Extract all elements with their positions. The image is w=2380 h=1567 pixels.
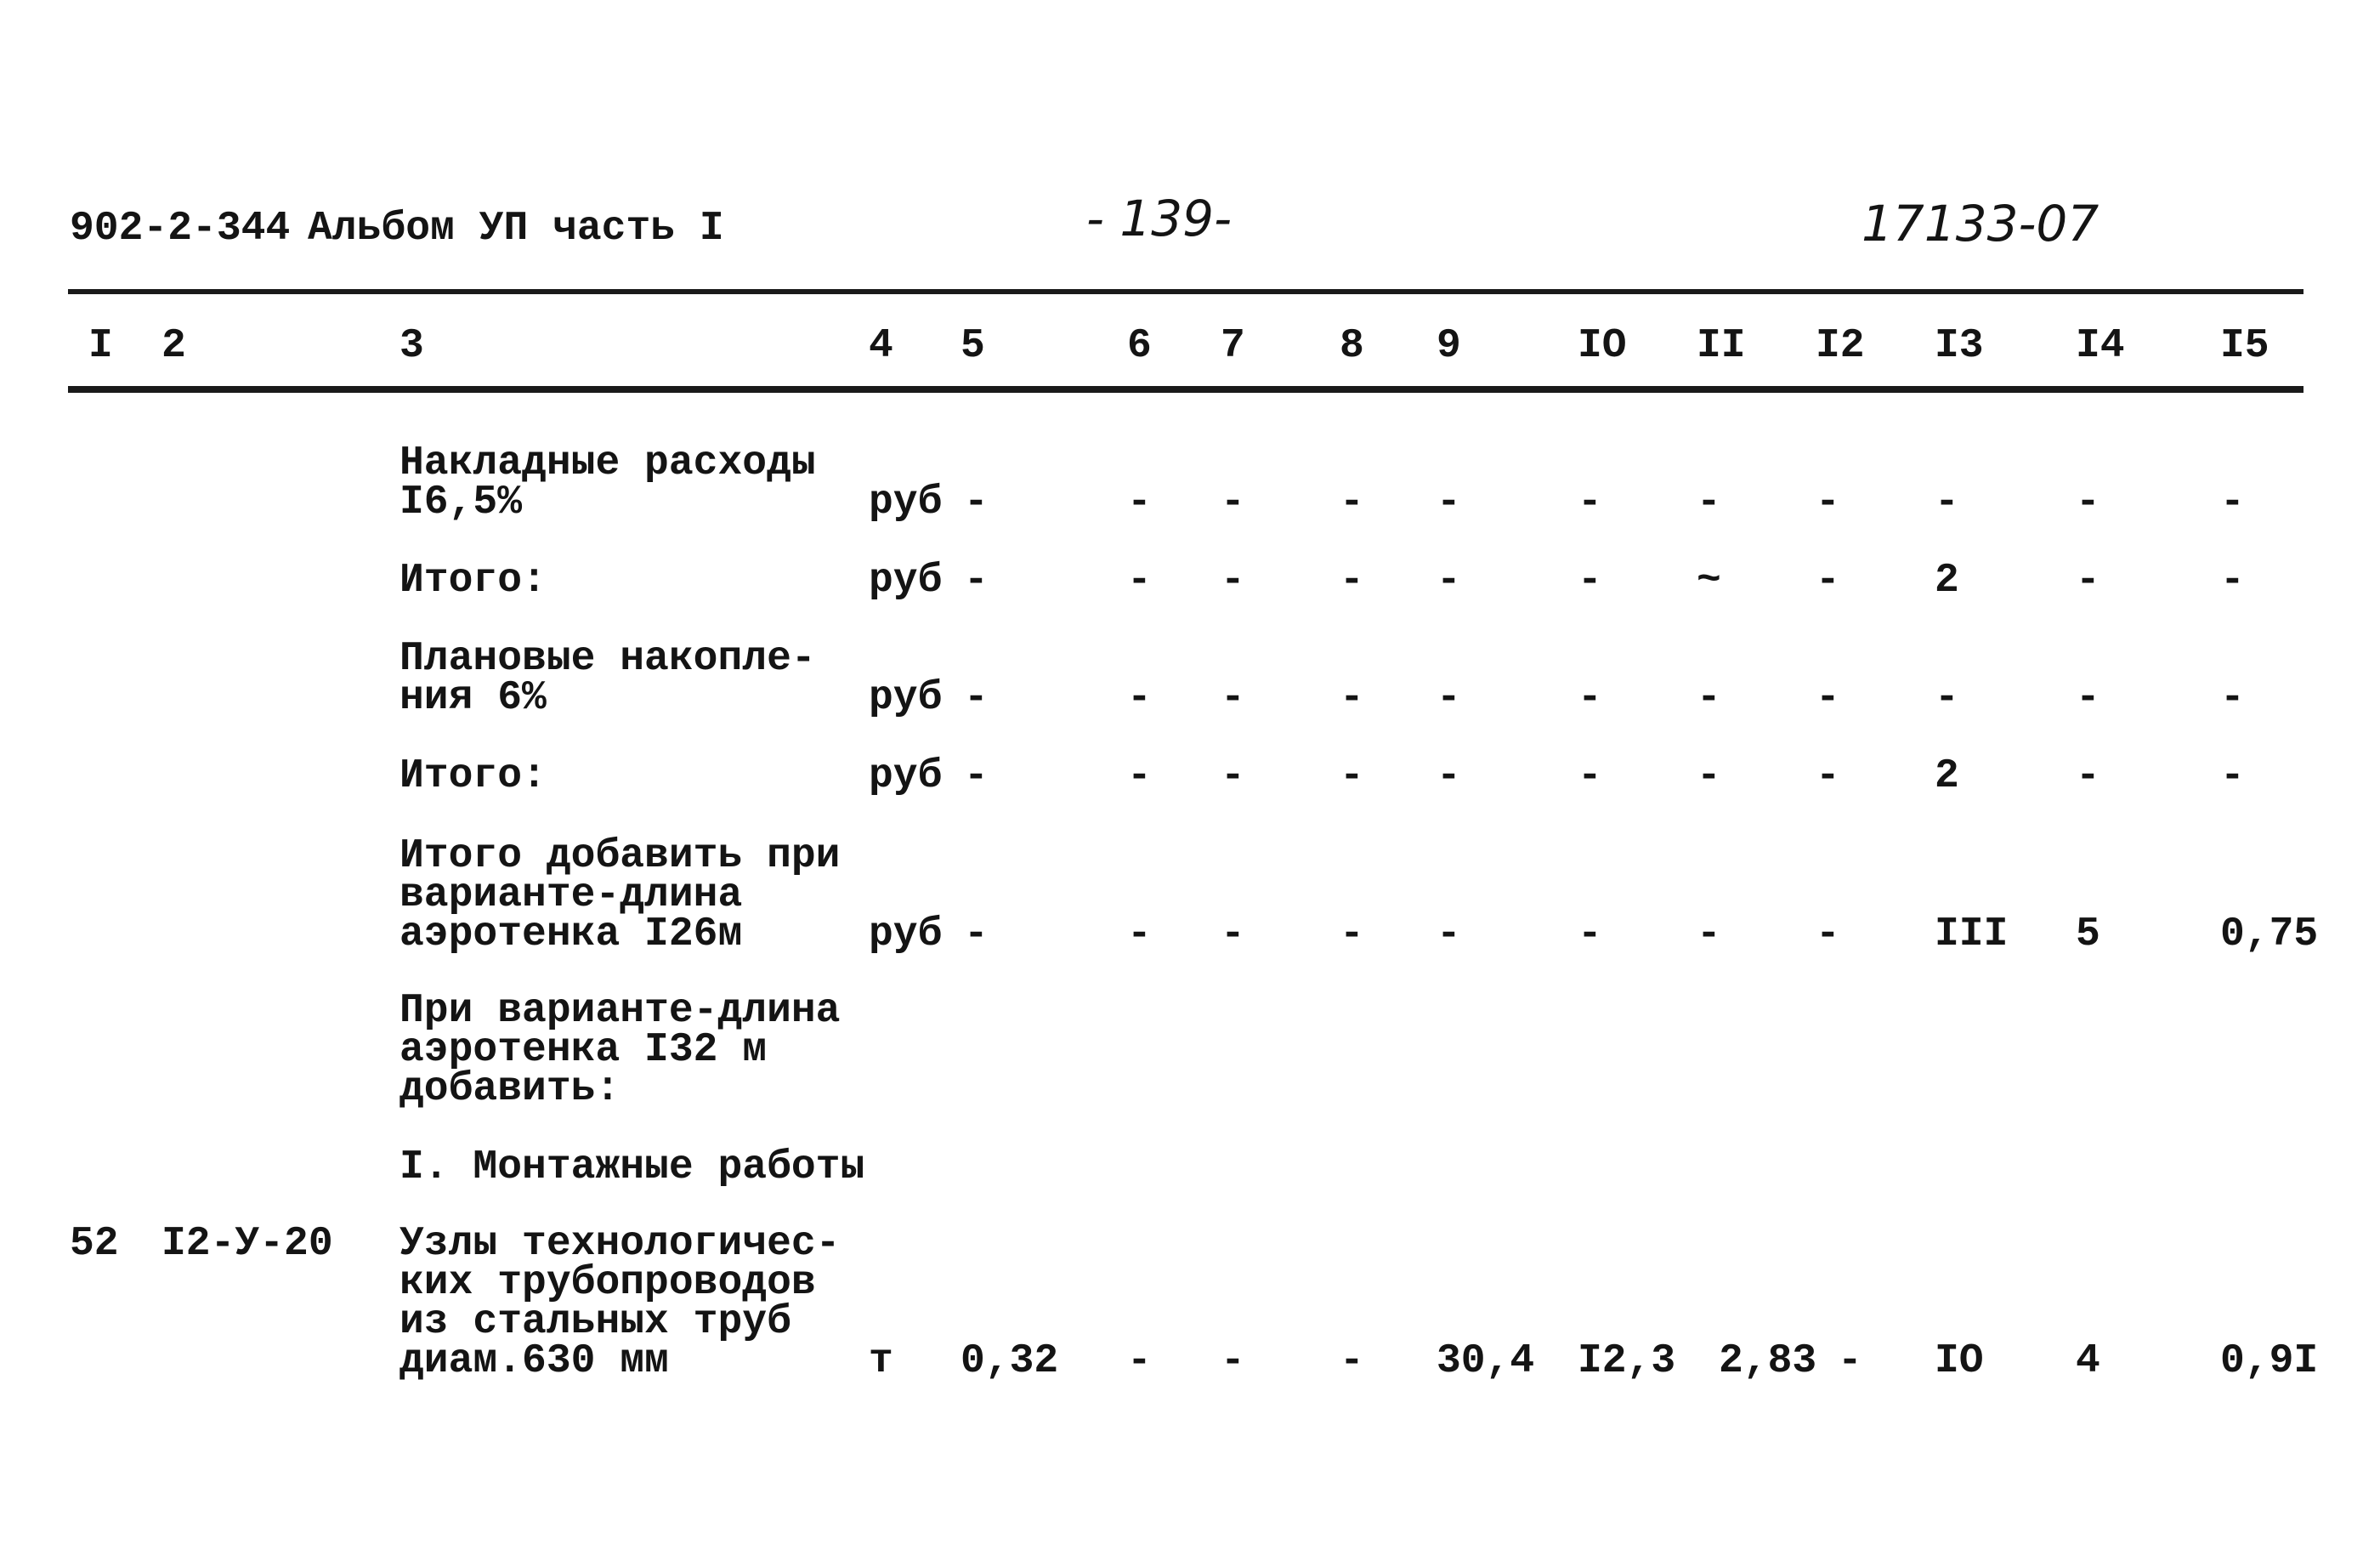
- cell-col7: -: [1221, 911, 1245, 957]
- cell-col12: -: [1816, 558, 1840, 604]
- cell-col12: -: [1816, 911, 1840, 957]
- cell-col11: -: [1697, 480, 1721, 525]
- row-code: I2-У-20: [162, 1221, 333, 1267]
- cell-col5: -: [964, 675, 989, 721]
- cell-col9: -: [1436, 911, 1461, 957]
- cell-col12: -: [1838, 1338, 1862, 1384]
- column-number: I: [88, 323, 113, 369]
- cell-col14: -: [2076, 558, 2100, 604]
- cell-col10: -: [1578, 480, 1602, 525]
- cell-col5: 0,32: [960, 1338, 1059, 1384]
- cell-col12: -: [1816, 753, 1840, 799]
- cell-col6: -: [1127, 558, 1152, 604]
- column-number: IO: [1578, 323, 1627, 369]
- document-code: 902-2-344: [70, 206, 291, 252]
- cell-col11: 2,83: [1719, 1338, 1817, 1384]
- row-description: Узлы технологичес- ких трубопроводов из стальных труб диам.630 мм: [400, 1221, 841, 1384]
- column-number: I5: [2220, 323, 2270, 369]
- cell-col8: -: [1340, 753, 1364, 799]
- column-number: 4: [869, 323, 893, 369]
- cell-col14: -: [2076, 753, 2100, 799]
- cell-col13: 2: [1935, 753, 1959, 799]
- column-number: I2: [1816, 323, 1865, 369]
- cell-col10: -: [1578, 753, 1602, 799]
- cell-col7: -: [1221, 753, 1245, 799]
- row-description: Итого:: [400, 753, 547, 799]
- cell-col8: -: [1340, 1338, 1364, 1384]
- row-description: При варианте-длина аэротенка I32 м добавить:: [400, 988, 841, 1112]
- cell-col14: 5: [2076, 911, 2100, 957]
- header-rule: [68, 289, 2304, 294]
- column-number: 8: [1340, 323, 1364, 369]
- cell-col7: -: [1221, 558, 1245, 604]
- row-unit: руб: [869, 911, 943, 957]
- row-description: Итого добавить при варианте-длина аэротенка I26м: [400, 833, 841, 957]
- column-number: 5: [960, 323, 985, 369]
- album-label: Альбом УП часть I: [308, 206, 724, 252]
- row-description: Накладные расходы I6,5%: [400, 440, 816, 525]
- cell-col10: -: [1578, 675, 1602, 721]
- cell-col11: -: [1697, 675, 1721, 721]
- cell-col6: -: [1127, 1338, 1152, 1384]
- cell-col13: -: [1935, 480, 1959, 525]
- row-unit: руб: [869, 480, 943, 525]
- cell-col14: -: [2076, 480, 2100, 525]
- cell-col6: -: [1127, 911, 1152, 957]
- cell-col6: -: [1127, 480, 1152, 525]
- cell-col15: 0,75: [2220, 911, 2319, 957]
- cell-col5: -: [964, 480, 989, 525]
- cell-col15: -: [2220, 675, 2245, 721]
- cell-col10: I2,3: [1578, 1338, 1676, 1384]
- row-number: 52: [70, 1221, 119, 1267]
- cell-col8: -: [1340, 480, 1364, 525]
- column-header-rule: [68, 386, 2304, 393]
- row-description: Плановые накопле- ния 6%: [400, 636, 816, 721]
- cell-col11: ~: [1697, 558, 1721, 604]
- cell-col15: -: [2220, 558, 2245, 604]
- cell-col13: 2: [1935, 558, 1959, 604]
- page-number: - 139-: [1086, 190, 1232, 247]
- column-number: 9: [1436, 323, 1461, 369]
- cell-col10: -: [1578, 911, 1602, 957]
- sheet-code: 17133-07: [1862, 195, 2100, 253]
- cell-col11: -: [1697, 753, 1721, 799]
- cell-col9: 30,4: [1436, 1338, 1535, 1384]
- column-number: 6: [1127, 323, 1152, 369]
- cell-col7: -: [1221, 1338, 1245, 1384]
- cell-col8: -: [1340, 911, 1364, 957]
- row-unit: руб: [869, 558, 943, 604]
- cell-col9: -: [1436, 753, 1461, 799]
- cell-col9: -: [1436, 675, 1461, 721]
- cell-col5: -: [964, 558, 989, 604]
- column-number: 7: [1221, 323, 1245, 369]
- row-description: Итого:: [400, 558, 547, 604]
- cell-col12: -: [1816, 480, 1840, 525]
- cell-col11: -: [1697, 911, 1721, 957]
- cell-col15: 0,9I: [2220, 1338, 2319, 1384]
- cell-col12: -: [1816, 675, 1840, 721]
- row-unit: т: [869, 1338, 893, 1384]
- cell-col14: -: [2076, 675, 2100, 721]
- column-number: I4: [2076, 323, 2125, 369]
- cell-col6: -: [1127, 753, 1152, 799]
- cell-col5: -: [964, 753, 989, 799]
- cell-col6: -: [1127, 675, 1152, 721]
- column-number: II: [1697, 323, 1746, 369]
- cell-col8: -: [1340, 558, 1364, 604]
- cell-col9: -: [1436, 480, 1461, 525]
- cell-col14: 4: [2076, 1338, 2100, 1384]
- cell-col5: -: [964, 911, 989, 957]
- cell-col7: -: [1221, 675, 1245, 721]
- row-unit: руб: [869, 675, 943, 721]
- cell-col10: -: [1578, 558, 1602, 604]
- cell-col9: -: [1436, 558, 1461, 604]
- column-number: I3: [1935, 323, 1984, 369]
- cell-col13: III: [1935, 911, 2009, 957]
- cell-col15: -: [2220, 480, 2245, 525]
- cell-col13: -: [1935, 675, 1959, 721]
- column-number: 2: [162, 323, 186, 369]
- cell-col15: -: [2220, 753, 2245, 799]
- column-number: 3: [400, 323, 424, 369]
- cell-col8: -: [1340, 675, 1364, 721]
- row-description: I. Монтажные работы: [400, 1144, 865, 1190]
- cell-col13: IO: [1935, 1338, 1984, 1384]
- row-unit: руб: [869, 753, 943, 799]
- cell-col7: -: [1221, 480, 1245, 525]
